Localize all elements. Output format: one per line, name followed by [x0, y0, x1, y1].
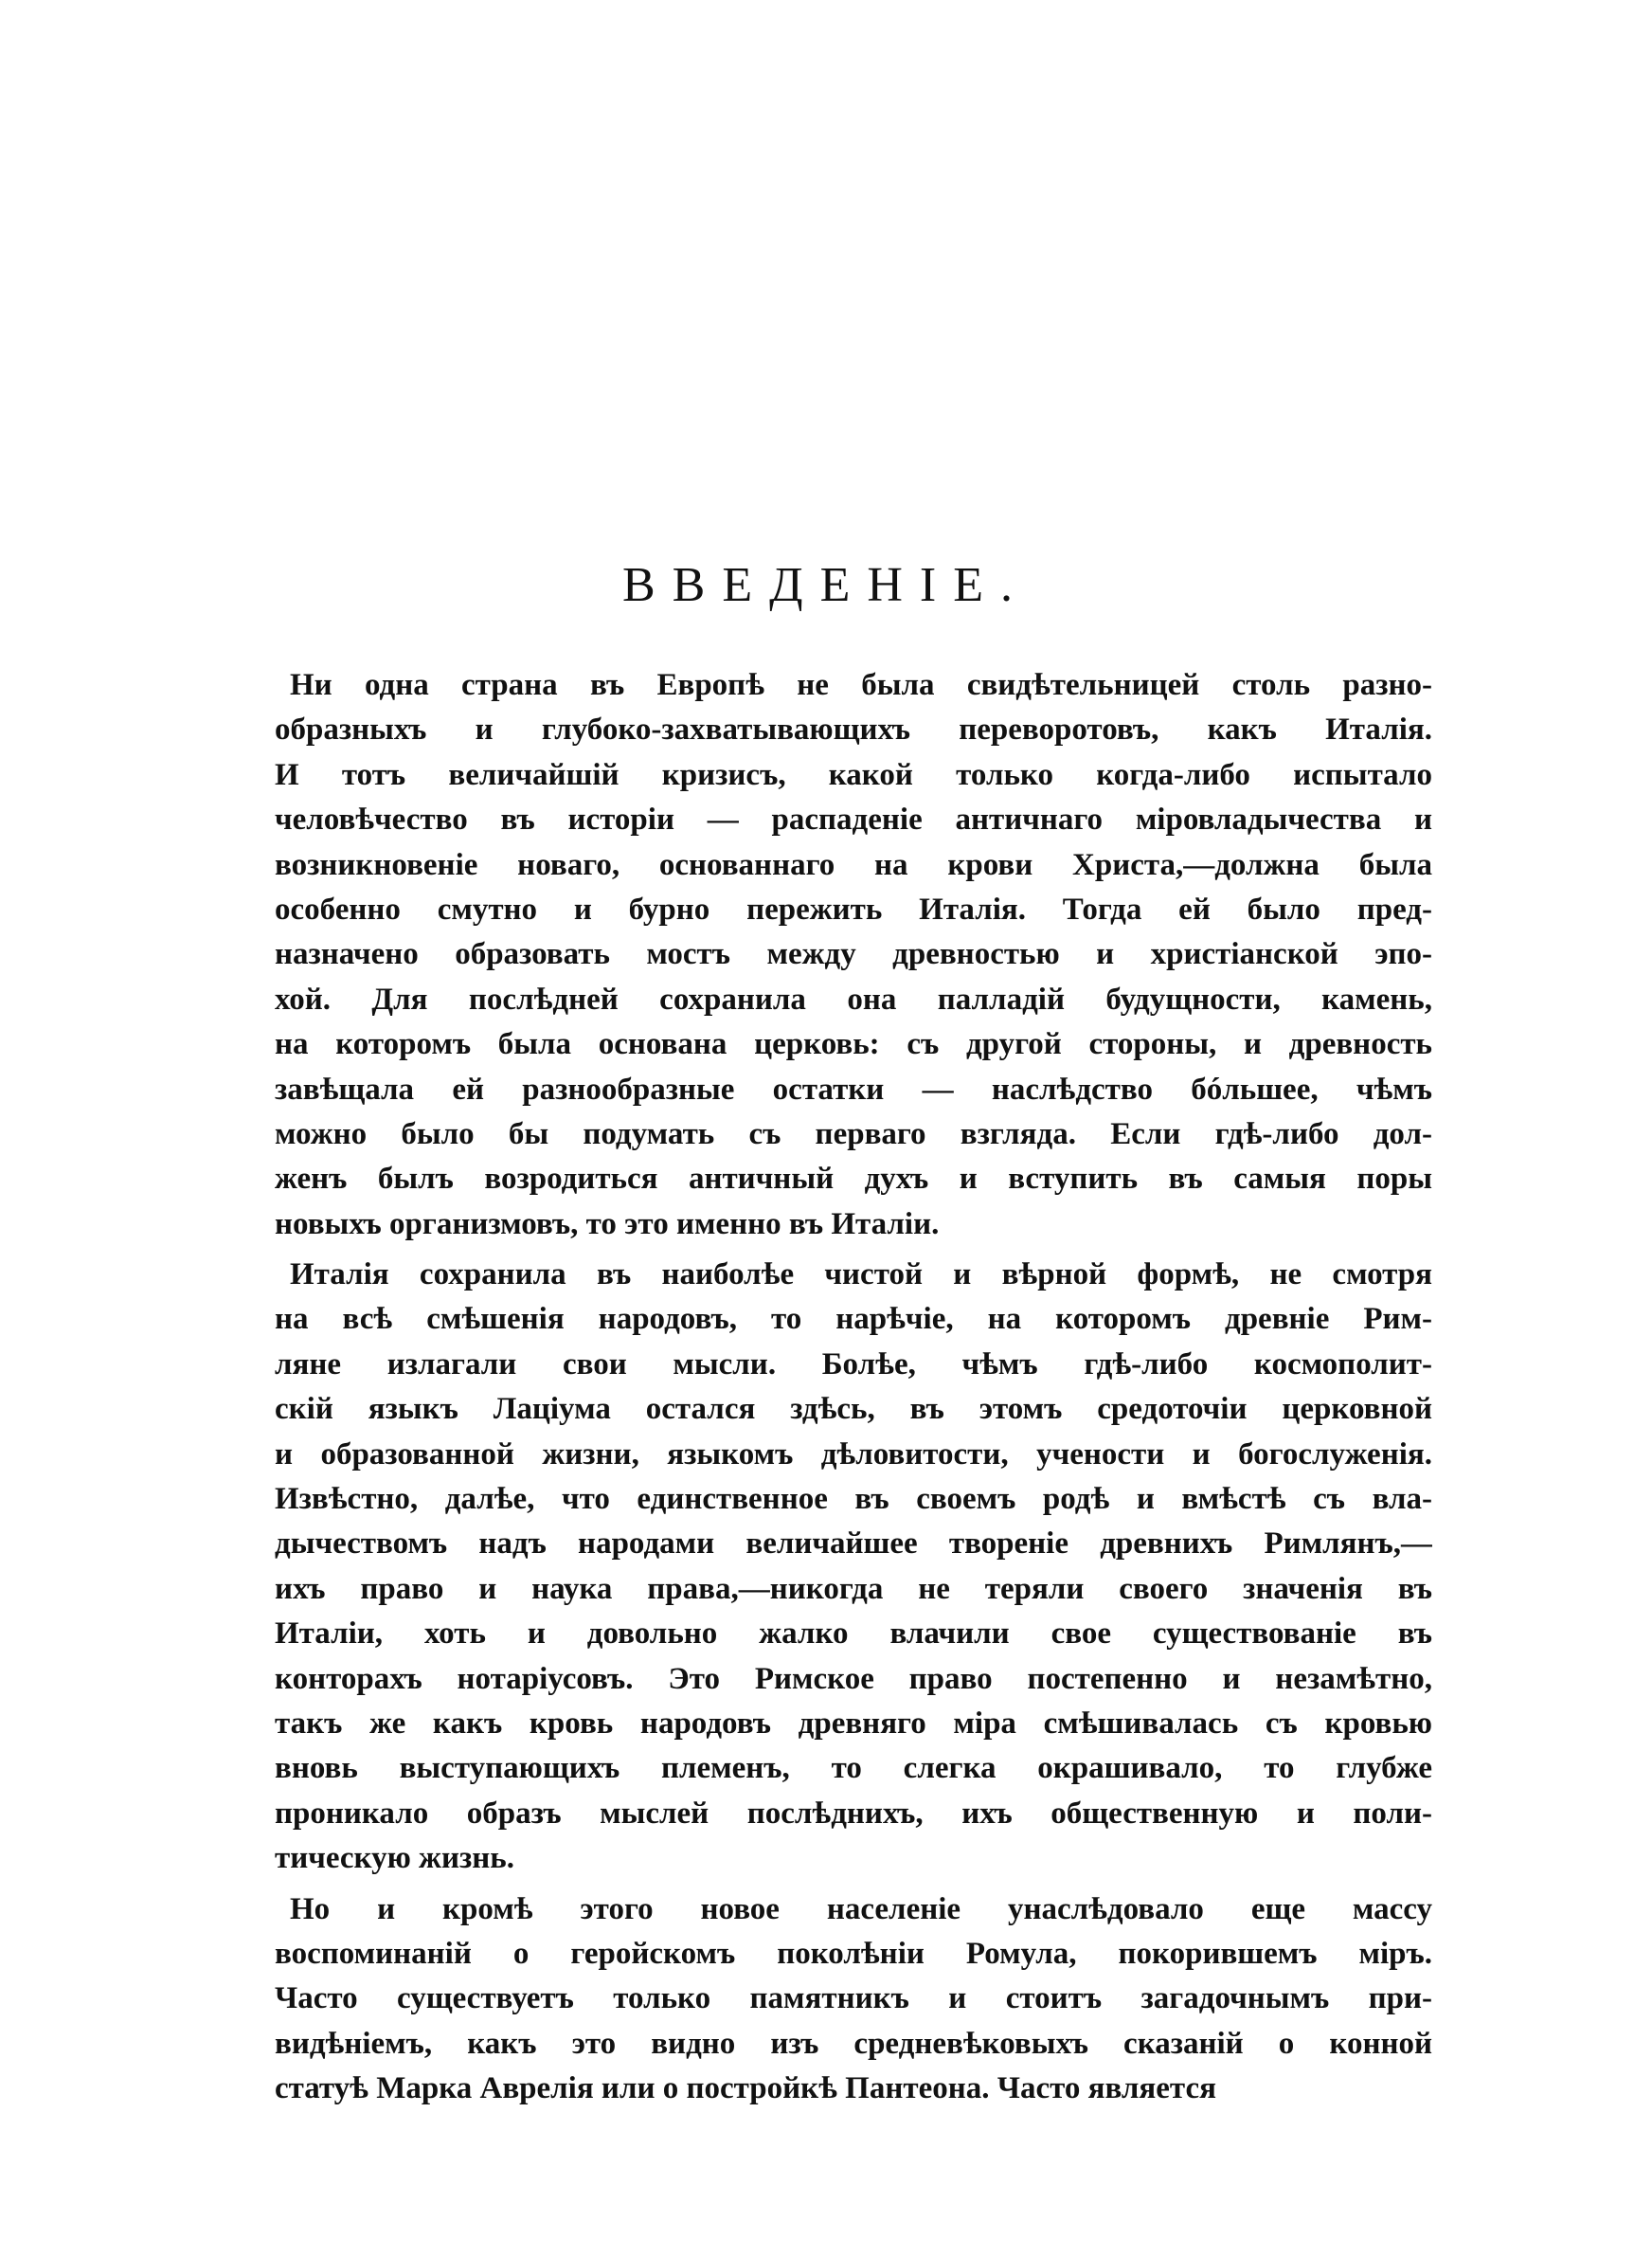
text-line: особенно смутно и бурно пережить Италія. Тогда ей было пред-	[275, 892, 1432, 927]
text-line: и образованной жизни, языкомъ дѣловитости, учености и богослуженія.	[275, 1436, 1432, 1472]
text-line: можно было бы подумать съ перваго взгляда. Если гдѣ-либо дол-	[275, 1116, 1432, 1151]
text-line: И тотъ величайшій кризисъ, какой только когда-либо испытало	[275, 757, 1432, 792]
text-line: конторахъ нотаріусовъ. Это Римское право постепенно и незамѣтно,	[275, 1661, 1432, 1696]
text-line: образныхъ и глубоко-захватывающихъ переворотовъ, какъ Италія.	[275, 713, 1432, 748]
text-line: Италія сохранила въ наиболѣе чистой и вѣрной формѣ, не смотря	[290, 1257, 1432, 1292]
text-line: воспоминаній о геройскомъ поколѣніи Ромула, покорившемъ міръ.	[275, 1936, 1432, 1971]
page-title: ВВЕДЕНІЕ.	[622, 558, 1030, 612]
text-line: Ни одна страна въ Европѣ не была свидѣтельницей столь разно-	[290, 668, 1432, 702]
text-line: проникало образъ мыслей послѣднихъ, ихъ общественную и поли-	[275, 1796, 1432, 1831]
text-line: хой. Для послѣдней сохранила она палладій будущности, камень,	[275, 982, 1432, 1017]
text-line: женъ былъ возродиться античный духъ и вступить въ самыя поры	[275, 1162, 1432, 1197]
text-line: новыхъ организмовъ, то это именно въ Италіи.	[275, 1206, 940, 1241]
text-line: человѣчество въ исторіи — распаденіе античнаго міровладычества и	[275, 803, 1432, 838]
text-line: Часто существуетъ только памятникъ и стоитъ загадочнымъ при-	[275, 1981, 1432, 2016]
text-line: видѣніемъ, какъ это видно изъ средневѣковыхъ сказаній о конной	[275, 2026, 1432, 2061]
text-line: назначено образовать мостъ между древностью и христіанской эпо-	[275, 937, 1432, 972]
text-line: такъ же какъ кровь народовъ древняго міра смѣшивалась съ кровью	[275, 1706, 1432, 1741]
text-line: Извѣстно, далѣе, что единственное въ своемъ родѣ и вмѣстѣ съ вла-	[275, 1482, 1432, 1517]
text-line: ляне излагали свои мысли. Болѣе, чѣмъ гдѣ-либо космополит-	[275, 1346, 1432, 1381]
text-line: дычествомъ надъ народами величайшее твореніе древнихъ Римлянъ,—	[275, 1526, 1432, 1562]
body-text	[275, 663, 1432, 2112]
text-line: скій языкъ Лаціума остался здѣсь, въ этомъ средоточіи церковной	[275, 1392, 1432, 1427]
text-line: Но и кромѣ этого новое населеніе унаслѣдовало еще массу	[290, 1891, 1432, 1926]
text-line: на которомъ была основана церковь: съ другой стороны, и древность	[275, 1027, 1432, 1062]
text-line: ихъ право и наука права,—никогда не теряли своего значенія въ	[275, 1571, 1432, 1606]
text-line: вновь выступающихъ племенъ, то слегка окрашивало, то глубже	[275, 1751, 1432, 1786]
text-line: завѣщала ей разнообразные остатки — наслѣдство бóльшее, чѣмъ	[275, 1072, 1432, 1107]
text-line: тическую жизнь.	[275, 1841, 514, 1876]
text-line: Италіи, хоть и довольно жалко влачили свое существованіе въ	[275, 1616, 1432, 1652]
text-line: возникновеніе новаго, основаннаго на крови Христа,—должна была	[275, 847, 1432, 882]
text-line: статуѣ Марка Аврелія или о постройкѣ Пантеона. Часто является	[275, 2071, 1216, 2106]
text-line: на всѣ смѣшенія народовъ, то нарѣчіе, на которомъ древніе Рим-	[275, 1302, 1432, 1337]
